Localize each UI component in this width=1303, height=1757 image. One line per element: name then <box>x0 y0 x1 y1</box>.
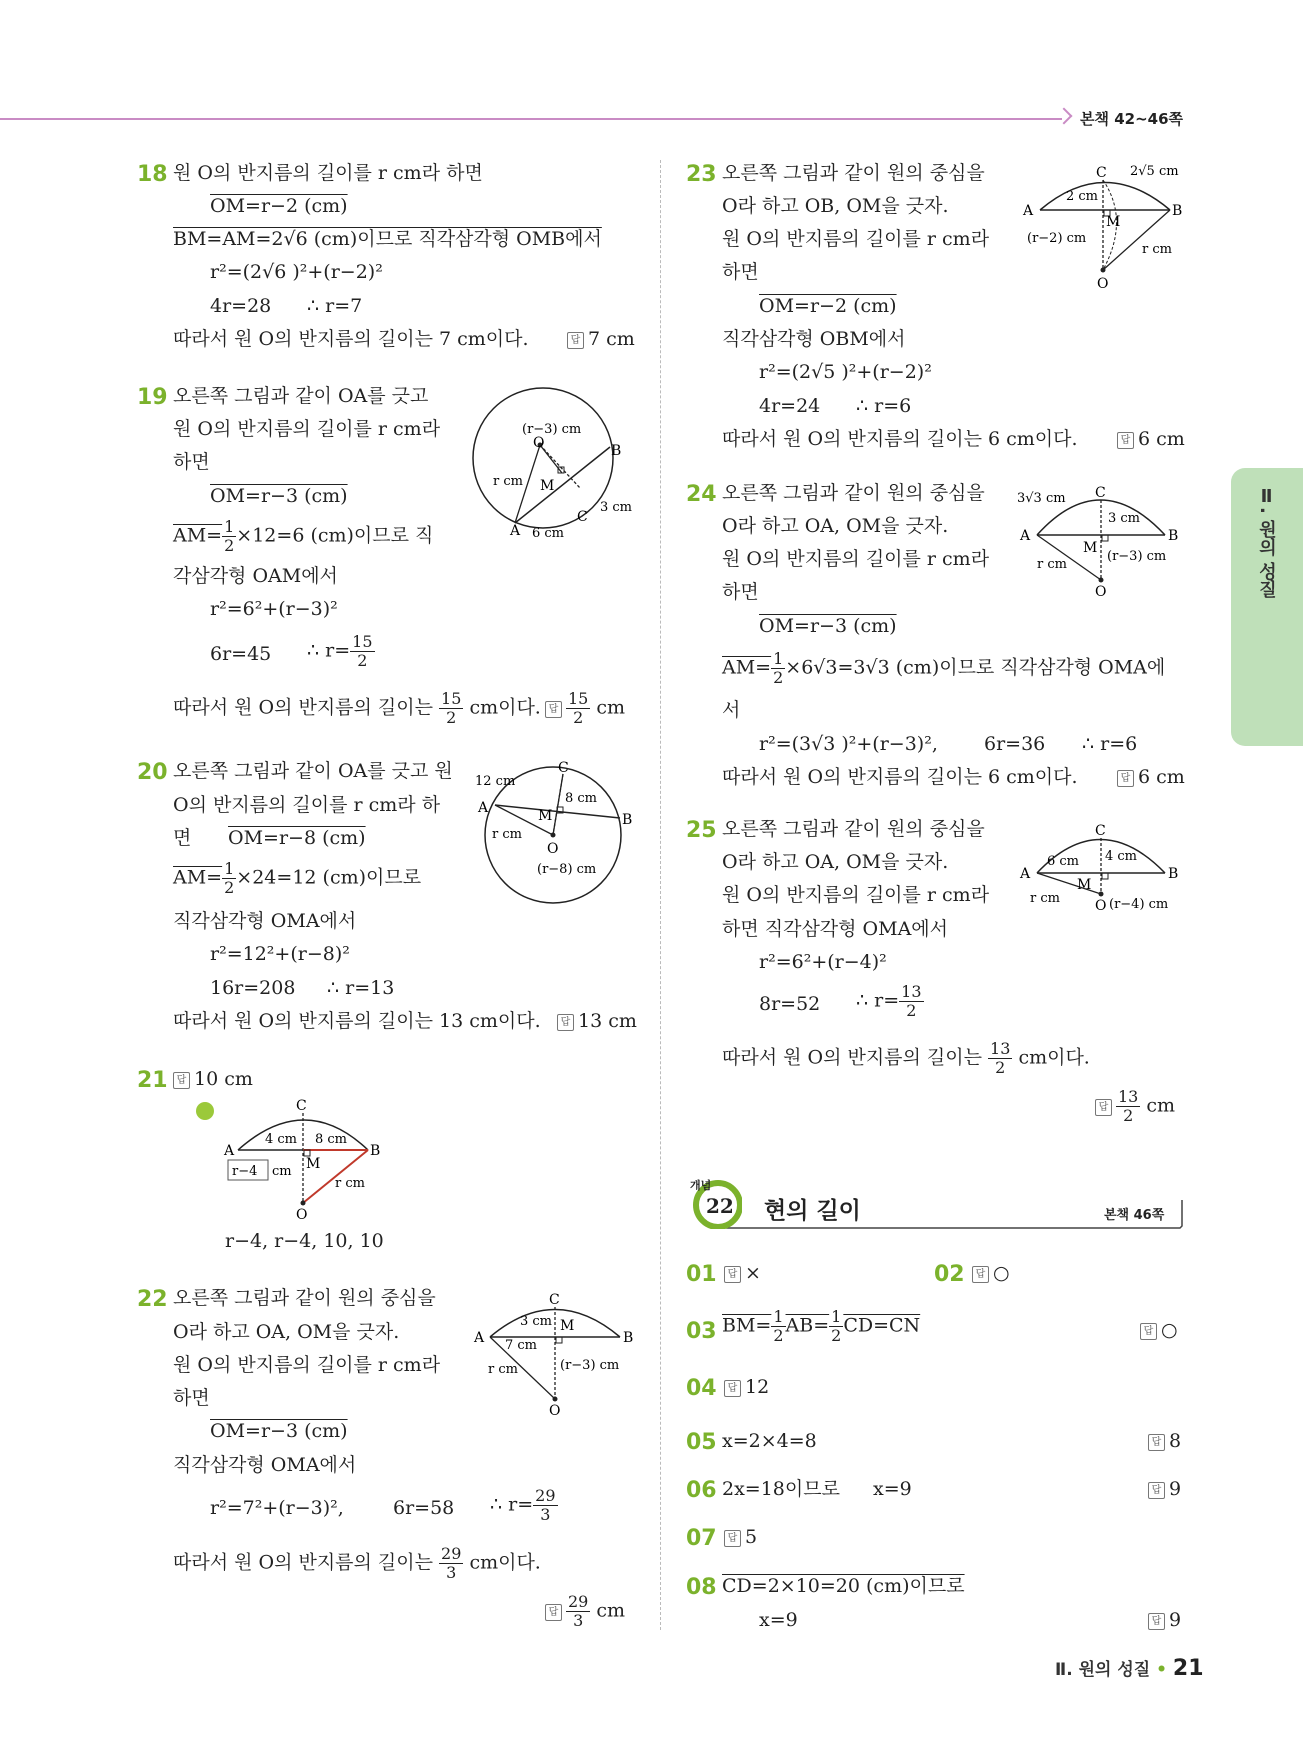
page-number: 21 <box>1172 1656 1204 1681</box>
problem-number: 23 <box>686 162 717 187</box>
equation: ∴ r=6 <box>856 395 912 417</box>
svg-text:C: C <box>577 509 588 525</box>
answer-icon: 답 <box>1148 1482 1165 1499</box>
text-line: BM=AM=2√6 (cm)이므로 직각삼각형 OMB에서 <box>173 228 602 250</box>
svg-text:8 cm: 8 cm <box>565 791 598 806</box>
text-line: O라 하고 OA, OM을 긋자. <box>722 515 949 537</box>
svg-text:r cm: r cm <box>1030 891 1060 906</box>
text-line: 오른쪽 그림과 같이 원의 중심을 <box>722 162 985 184</box>
svg-text:22: 22 <box>706 1194 734 1218</box>
svg-text:C: C <box>1095 823 1106 839</box>
svg-text:C: C <box>1095 485 1106 501</box>
text-line: 각삼각형 OAM에서 <box>173 565 338 587</box>
svg-text:A: A <box>224 1143 235 1159</box>
svg-text:3 cm: 3 cm <box>1108 511 1141 526</box>
answer: 답 10 cm <box>173 1068 253 1090</box>
svg-text:r cm: r cm <box>1037 557 1067 572</box>
svg-text:B: B <box>623 1330 634 1346</box>
text-line: 오른쪽 그림과 같이 OA를 긋고 <box>173 385 429 407</box>
text-line: O라 하고 OA, OM을 긋자. <box>173 1321 400 1343</box>
chapter-side-tab: Ⅱ. 원의 성질 <box>1231 468 1303 746</box>
text-line: 따라서 원 O의 반지름의 길이는 $\frac{15}{2}$ cm이다. <box>173 689 541 727</box>
svg-text:A: A <box>474 1330 485 1346</box>
answer-icon: 답 <box>545 1604 562 1621</box>
svg-text:A: A <box>478 800 489 816</box>
answer: 답 ○ <box>1140 1319 1178 1341</box>
text-line: OM=r−2 (cm) <box>210 195 348 217</box>
svg-text:3 cm: 3 cm <box>520 1314 553 1329</box>
equation: r²=(3√3 )²+(r−3)², <box>759 733 938 755</box>
svg-text:3√3 cm: 3√3 cm <box>1017 491 1066 506</box>
svg-text:O: O <box>1095 898 1107 914</box>
svg-text:M: M <box>1083 540 1098 556</box>
answer-icon: 답 <box>557 1014 574 1031</box>
svg-text:M: M <box>1106 214 1121 230</box>
equation: BM= $\frac{1}{2}$ AB= $\frac{1}{2}$ CD=CN <box>722 1307 921 1345</box>
answer: 답 7 cm <box>567 328 635 350</box>
equation: ∴ r= $\frac{29}{3}$ <box>490 1486 556 1524</box>
text-line: OM=r−8 (cm) <box>228 827 366 849</box>
text-line: 따라서 원 O의 반지름의 길이는 13 cm이다. <box>173 1010 541 1032</box>
text-line: 하면 <box>722 261 759 283</box>
problem-number: 18 <box>137 162 168 187</box>
text-line: 직각삼각형 OMA에서 <box>173 1454 357 1476</box>
header-rule <box>0 118 1062 120</box>
equation: r²=12²+(r−8)² <box>210 943 350 965</box>
svg-text:r−4: r−4 <box>232 1164 258 1179</box>
circle-figure-20 <box>470 760 650 910</box>
svg-text:r cm: r cm <box>493 474 523 489</box>
answer-icon: 답 <box>173 1072 190 1089</box>
equation: 6r=36 <box>984 733 1046 755</box>
equation: ∴ r=13 <box>327 977 395 999</box>
svg-text:A: A <box>1020 528 1031 544</box>
answer-icon: 답 <box>1095 1099 1112 1116</box>
equation: 8r=52 <box>759 993 821 1015</box>
text-line: AM= $\frac{1}{2}$ ×6√3=3√3 (cm)이므로 직각삼각형 OMA에 <box>722 649 1166 687</box>
equation: r²=6²+(r−4)² <box>759 951 887 973</box>
arc-figure-22 <box>470 1287 650 1417</box>
svg-text:2√5 cm: 2√5 cm <box>1130 164 1179 179</box>
svg-text:A: A <box>1023 203 1034 219</box>
svg-text:(r−3) cm: (r−3) cm <box>1107 549 1167 564</box>
svg-text:12 cm: 12 cm <box>475 774 516 789</box>
pencil-check-icon <box>196 1102 214 1120</box>
answer-icon: 답 <box>724 1266 741 1283</box>
svg-text:7 cm: 7 cm <box>505 1338 538 1353</box>
chevron-right-icon <box>1056 108 1073 125</box>
svg-text:(r−4) cm: (r−4) cm <box>1109 897 1169 912</box>
text-line: 오른쪽 그림과 같이 원의 중심을 <box>173 1287 436 1309</box>
svg-text:M: M <box>306 1156 321 1172</box>
text-line: 따라서 원 O의 반지름의 길이는 $\frac{29}{3}$ cm이다. <box>173 1544 541 1582</box>
svg-text:B: B <box>622 812 633 828</box>
text-line: 따라서 원 O의 반지름의 길이는 7 cm이다. <box>173 328 529 350</box>
answer: 답 × <box>724 1262 761 1284</box>
problem-number: 06 <box>686 1478 717 1503</box>
answer: 답 13 cm <box>557 1010 637 1032</box>
text-line: 오른쪽 그림과 같이 원의 중심을 <box>722 482 985 504</box>
text-line: AM= $\frac{1}{2}$ ×24=12 (cm)이므로 <box>173 859 422 897</box>
problem-number: 03 <box>686 1319 717 1344</box>
text-line: OM=r−3 (cm) <box>759 615 897 637</box>
problem-number: 05 <box>686 1430 717 1455</box>
svg-text:A: A <box>1020 866 1031 882</box>
svg-text:O: O <box>296 1207 308 1223</box>
arc-figure-24 <box>1015 480 1200 605</box>
equation: 16r=208 <box>210 977 296 999</box>
book-reference: 본책 42~46쪽 <box>1080 110 1184 128</box>
svg-text:B: B <box>1168 528 1179 544</box>
text-line: 오른쪽 그림과 같이 원의 중심을 <box>722 818 985 840</box>
svg-text:C: C <box>549 1292 560 1308</box>
problem-number: 08 <box>686 1575 717 1600</box>
equation: r²=7²+(r−3)², <box>210 1497 344 1519</box>
page-footer: Ⅱ. 원의 성질 • 21 <box>1055 1656 1204 1681</box>
svg-text:A: A <box>510 523 521 539</box>
answer-icon: 답 <box>1117 770 1134 787</box>
svg-text:2 cm: 2 cm <box>1066 189 1099 204</box>
problem-number: 19 <box>137 385 168 410</box>
answer: 답 $\frac{13}{2}$ cm <box>1095 1088 1175 1125</box>
svg-text:O: O <box>533 435 545 451</box>
arc-figure-25 <box>1015 818 1200 938</box>
answer: 답 $\frac{29}{3}$ cm <box>545 1593 625 1630</box>
answer: 답 9 <box>1148 1609 1181 1631</box>
equation: ∴ r= $\frac{13}{2}$ <box>856 982 922 1020</box>
answer-icon: 답 <box>545 701 562 718</box>
answer-icon: 답 <box>724 1380 741 1397</box>
text-line: 면 <box>173 827 192 849</box>
equation: r²=(2√5 )²+(r−2)² <box>759 361 932 383</box>
text-line: 원 O의 반지름의 길이를 r cm라 <box>173 1354 441 1376</box>
equation: r²=6²+(r−3)² <box>210 598 338 620</box>
text-line: 하면 <box>173 451 210 473</box>
svg-text:C: C <box>1096 165 1107 181</box>
svg-text:B: B <box>611 443 622 459</box>
text-line: 따라서 원 O의 반지름의 길이는 6 cm이다. <box>722 428 1078 450</box>
svg-text:B: B <box>1168 866 1179 882</box>
text-line: OM=r−3 (cm) <box>210 1420 348 1442</box>
text-line: 원 O의 반지름의 길이를 r cm라 <box>722 548 990 570</box>
text-line: AM= $\frac{1}{2}$ ×12=6 (cm)이므로 직 <box>173 517 434 555</box>
text-line: 하면 <box>722 581 759 603</box>
svg-text:(r−3) cm: (r−3) cm <box>522 422 582 437</box>
svg-text:6 cm: 6 cm <box>532 526 565 541</box>
svg-text:M: M <box>538 808 553 824</box>
text-line: 원 O의 반지름의 길이를 r cm라 <box>722 228 990 250</box>
arc-figure-21 <box>220 1095 400 1225</box>
text-line: 서 <box>722 699 741 721</box>
svg-text:O: O <box>1097 276 1109 292</box>
equation: 4r=28 <box>210 295 272 317</box>
equation: 4r=24 <box>759 395 821 417</box>
equation: x=9 <box>873 1478 912 1500</box>
circle-figure-19 <box>470 385 650 545</box>
section-title: 현의 길이 <box>764 1198 861 1224</box>
svg-text:4 cm: 4 cm <box>265 1132 298 1147</box>
text-line: 따라서 원 O의 반지름의 길이는 $\frac{13}{2}$ cm이다. <box>722 1039 1090 1077</box>
answer-icon: 답 <box>1148 1434 1165 1451</box>
svg-text:(r−3) cm: (r−3) cm <box>560 1358 620 1373</box>
problem-number: 02 <box>934 1262 965 1287</box>
svg-text:cm: cm <box>272 1164 292 1179</box>
problem-number: 22 <box>137 1287 168 1312</box>
text-line: OM=r−3 (cm) <box>210 485 348 507</box>
equation: 2x=18이므로 <box>722 1478 840 1500</box>
answer-icon: 답 <box>1148 1613 1165 1630</box>
text-line: 하면 <box>173 1387 210 1409</box>
answer: 답 9 <box>1148 1478 1181 1500</box>
problem-number: 25 <box>686 818 717 843</box>
equation: x=9 <box>759 1609 798 1631</box>
svg-text:C: C <box>296 1098 307 1114</box>
svg-text:O: O <box>547 841 559 857</box>
svg-text:4 cm: 4 cm <box>1105 849 1138 864</box>
svg-text:r cm: r cm <box>492 827 522 842</box>
concept-badge <box>688 1175 742 1229</box>
arc-figure-23 <box>1020 160 1200 295</box>
text-line: 하면 직각삼각형 OMA에서 <box>722 918 949 940</box>
answer: 답 8 <box>1148 1430 1181 1452</box>
text-line: 직각삼각형 OMA에서 <box>173 910 357 932</box>
svg-text:B: B <box>1172 203 1183 219</box>
problem-number: 21 <box>137 1068 168 1093</box>
svg-text:(r−2) cm: (r−2) cm <box>1027 231 1087 246</box>
equation: ∴ r= $\frac{15}{2}$ <box>307 632 373 670</box>
answer-icon: 답 <box>724 1530 741 1547</box>
svg-text:r cm: r cm <box>335 1176 365 1191</box>
equation: r²=(2√6 )²+(r−2)² <box>210 261 383 283</box>
text-line: OM=r−2 (cm) <box>759 295 897 317</box>
svg-text:개념: 개념 <box>690 1179 712 1192</box>
answer: 답 6 cm <box>1117 428 1185 450</box>
answer-icon: 답 <box>1117 432 1134 449</box>
svg-text:r cm: r cm <box>488 1362 518 1377</box>
answer-icon: 답 <box>567 332 584 349</box>
answer: 답 ○ <box>972 1262 1010 1284</box>
text-line: 직각삼각형 OBM에서 <box>722 328 906 350</box>
problem-number: 24 <box>686 482 717 507</box>
answer-icon: 답 <box>972 1266 989 1283</box>
svg-text:3 cm: 3 cm <box>600 500 633 515</box>
svg-text:6 cm: 6 cm <box>1047 854 1080 869</box>
text-line: 오른쪽 그림과 같이 OA를 긋고 원 <box>173 760 453 782</box>
problem-number: 01 <box>686 1262 717 1287</box>
equation: 6r=45 <box>210 643 272 665</box>
answer: 답 5 <box>724 1526 757 1548</box>
svg-text:O: O <box>549 1403 561 1417</box>
svg-text:(r−8) cm: (r−8) cm <box>537 862 597 877</box>
svg-text:O: O <box>1095 584 1107 600</box>
text-line: O라 하고 OA, OM을 긋자. <box>722 851 949 873</box>
answer: 답 12 <box>724 1376 769 1398</box>
column-divider <box>660 160 661 1630</box>
text-line: O라 하고 OB, OM을 긋자. <box>722 195 949 217</box>
svg-text:B: B <box>370 1143 381 1159</box>
svg-text:C: C <box>558 760 569 776</box>
text-line: O의 반지름의 길이를 r cm라 하 <box>173 794 441 816</box>
answer-icon: 답 <box>1140 1323 1157 1340</box>
text-line: 원 O의 반지름의 길이를 r cm라 하면 <box>173 162 483 184</box>
svg-text:M: M <box>560 1318 575 1334</box>
svg-text:8 cm: 8 cm <box>315 1132 348 1147</box>
equation: 6r=58 <box>393 1497 455 1519</box>
text-line: 원 O의 반지름의 길이를 r cm라 <box>173 418 441 440</box>
equation: ∴ r=7 <box>307 295 363 317</box>
fill-in-blanks: r−4, r−4, 10, 10 <box>225 1230 384 1252</box>
answer: 답 $\frac{15}{2}$ cm <box>545 690 625 727</box>
svg-text:M: M <box>1077 877 1092 893</box>
equation: ∴ r=6 <box>1082 733 1138 755</box>
equation: CD=2×10=20 (cm)이므로 <box>722 1575 965 1597</box>
text-line: 따라서 원 O의 반지름의 길이는 6 cm이다. <box>722 766 1078 788</box>
svg-text:M: M <box>540 478 555 494</box>
equation: x=2×4=8 <box>722 1430 817 1452</box>
problem-number: 20 <box>137 760 168 785</box>
section-reference: 본책 46쪽 <box>1104 1208 1165 1223</box>
svg-text:r cm: r cm <box>1142 242 1172 257</box>
problem-number: 07 <box>686 1526 717 1551</box>
answer: 답 6 cm <box>1117 766 1185 788</box>
text-line: 원 O의 반지름의 길이를 r cm라 <box>722 884 990 906</box>
problem-number: 04 <box>686 1376 717 1401</box>
